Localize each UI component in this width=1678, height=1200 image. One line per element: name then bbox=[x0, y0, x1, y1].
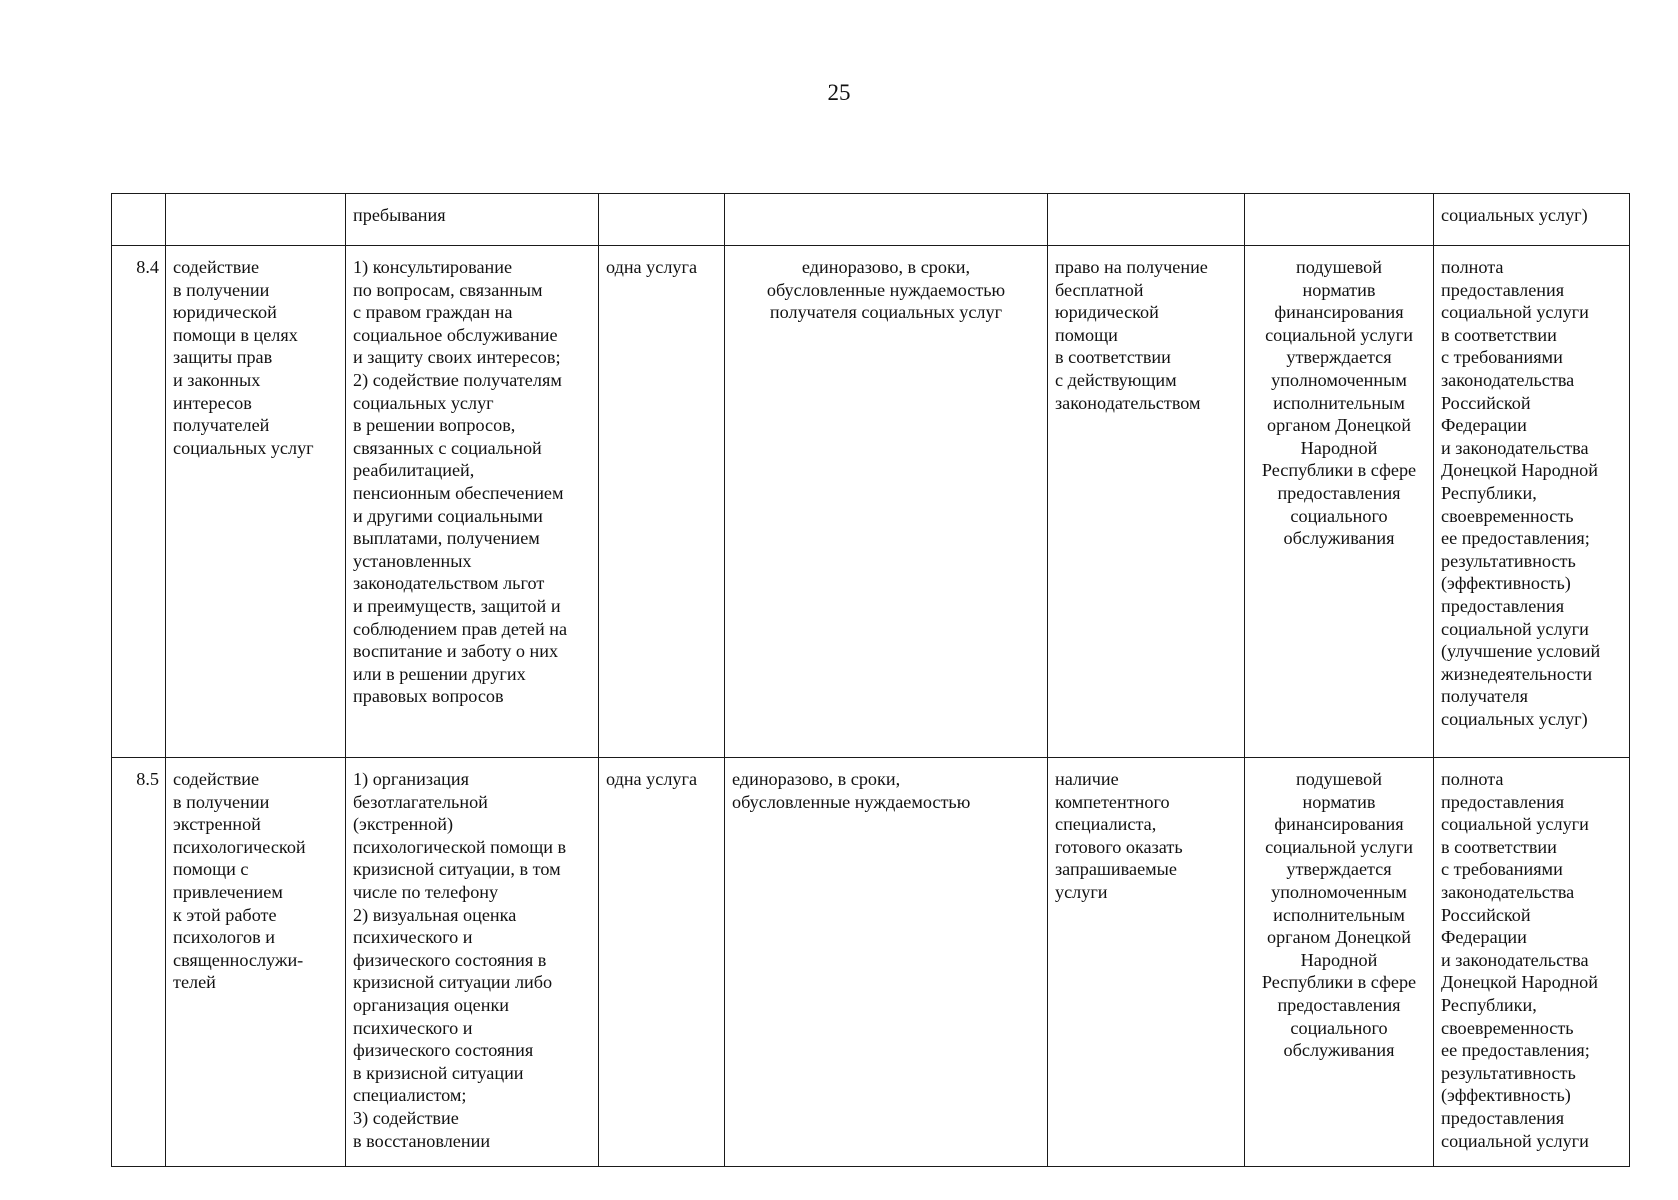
term-cell bbox=[725, 246, 1048, 758]
cell-text-line: обслуживания bbox=[1283, 528, 1395, 549]
cell-text-line: и законных bbox=[173, 369, 261, 390]
cell-text-line: правовых вопросов bbox=[353, 686, 504, 707]
cell-text-line: и другими социальными bbox=[353, 505, 543, 526]
cell-text-line: экстренной bbox=[173, 814, 261, 835]
cell-text-line: исполнительным bbox=[1273, 904, 1405, 925]
cell-text-line: органом Донецкой bbox=[1266, 415, 1412, 436]
cell-text-line: Республики, bbox=[1441, 994, 1537, 1015]
row-number: 8.5 bbox=[112, 758, 166, 1167]
cell-text-line: связанных с социальной bbox=[353, 437, 542, 458]
cell-text-line: право на получение bbox=[1055, 257, 1208, 277]
conditions-cell bbox=[1048, 246, 1245, 758]
cell-text-line: полнота bbox=[1441, 257, 1504, 277]
cell-text-line: законодательством льгот bbox=[353, 573, 545, 594]
term-cell bbox=[725, 758, 1048, 1167]
cell-text-line: с требованиями bbox=[1441, 347, 1563, 368]
cell-text-line: утверждается bbox=[1286, 859, 1392, 880]
cell-text-line: 1) консультирование bbox=[353, 257, 513, 277]
cell-text-line: социальной услуги bbox=[1265, 324, 1413, 345]
cell-text-line: Федерации bbox=[1441, 415, 1527, 436]
cell-text-line: социальное обслуживание bbox=[353, 324, 558, 345]
cell-text-line: кризисной ситуации, в том bbox=[353, 859, 561, 880]
cell-text-line: обусловленные нуждаемостью bbox=[766, 279, 1006, 300]
norm-cell bbox=[1245, 246, 1434, 758]
cell-text-line: ее предоставления; bbox=[1441, 528, 1590, 549]
cell-quality: социальных услуг) bbox=[1434, 194, 1630, 246]
cell-text-line: социальной услуги bbox=[1441, 1130, 1589, 1151]
cell-text-line: результативность bbox=[1441, 1062, 1576, 1083]
cell-text-line: социальной услуги bbox=[1441, 618, 1589, 639]
cell-text-line: Народной bbox=[1300, 437, 1378, 458]
cell-text-line: соблюдением прав детей на bbox=[353, 618, 568, 639]
cell-text-line: подушевой bbox=[1295, 769, 1383, 789]
cell-text-line: единоразово, в сроки, bbox=[801, 257, 971, 277]
cell-num bbox=[112, 194, 166, 246]
cell-text-line: интересов bbox=[173, 392, 252, 413]
cell-text-line: получателя социальных услуг bbox=[769, 302, 1003, 323]
cell-text-line: финансирования bbox=[1274, 814, 1404, 835]
cell-text-line: норматив bbox=[1302, 791, 1376, 812]
cell-text-line: психологической bbox=[173, 836, 306, 857]
cell-service bbox=[166, 194, 346, 246]
cell-text-line: телей bbox=[173, 972, 216, 993]
cell-content: пребывания bbox=[346, 194, 599, 246]
cell-text-line: единоразово, в сроки, bbox=[732, 769, 901, 789]
table-row-8-4 bbox=[112, 246, 1630, 758]
service-content-cell bbox=[346, 758, 599, 1167]
cell-text-line: социального bbox=[1290, 1017, 1388, 1038]
cell-text-line: по вопросам, связанным bbox=[353, 279, 543, 300]
cell-text-line: священнослужи- bbox=[173, 949, 304, 970]
row-number: 8.4 bbox=[112, 246, 166, 758]
cell-text-line: с правом граждан на bbox=[353, 302, 513, 323]
cell-text-line: социальной услуги bbox=[1441, 302, 1589, 323]
cell-text-line: с требованиями bbox=[1441, 859, 1563, 880]
cell-text-line: социальных услуг bbox=[353, 392, 494, 413]
cell-text-line: (эффективность) bbox=[1441, 573, 1571, 594]
cell-text-line: или в решении других bbox=[353, 663, 526, 684]
page-number: 25 bbox=[827, 80, 851, 105]
quality-cell bbox=[1434, 246, 1630, 758]
cell-text-line: и законодательства bbox=[1441, 949, 1589, 970]
cell-text-line: выплатами, получением bbox=[353, 528, 540, 549]
cell-text-line: предоставления bbox=[1441, 595, 1565, 616]
cell-text-line: в получении bbox=[173, 279, 270, 300]
cell-text-line: компетентного bbox=[1055, 791, 1170, 812]
conditions-cell bbox=[1048, 758, 1245, 1167]
cell-text-line: норматив bbox=[1302, 279, 1376, 300]
cell-text-line: к этой работе bbox=[173, 904, 277, 925]
cell-text-line: утверждается bbox=[1286, 347, 1392, 368]
cell-text-line: физического состояния bbox=[353, 1040, 534, 1061]
cell-text-line: и законодательства bbox=[1441, 437, 1589, 458]
cell-text-line: организация оценки bbox=[353, 994, 510, 1015]
cell-text-line: ее предоставления; bbox=[1441, 1040, 1590, 1061]
cell-text-line: подушевой bbox=[1295, 257, 1383, 277]
cell-text-line: в кризисной ситуации bbox=[353, 1062, 524, 1083]
cell-text-line: наличие bbox=[1055, 769, 1119, 789]
cell-text-line: своевременность bbox=[1441, 1017, 1574, 1038]
volume-cell: одна услуга bbox=[599, 246, 725, 758]
cell-text-line: в соответствии bbox=[1055, 347, 1171, 368]
norm-cell bbox=[1245, 758, 1434, 1167]
cell-text-line: органом Донецкой bbox=[1266, 927, 1412, 948]
cell-text-line: Федерации bbox=[1441, 927, 1527, 948]
cell-text-line: обслуживания bbox=[1283, 1040, 1395, 1061]
cell-text-line: предоставления bbox=[1277, 482, 1401, 503]
cell-text-line: (эффективность) bbox=[1441, 1085, 1571, 1106]
cell-text-line: числе по телефону bbox=[353, 881, 499, 902]
cell-text-line: привлечением bbox=[173, 881, 283, 902]
cell-text-line: Российской bbox=[1441, 392, 1531, 413]
cell-text-line: уполномоченным bbox=[1271, 369, 1407, 390]
cell-text-line: и преимуществ, защитой и bbox=[353, 595, 561, 616]
cell-text-line: содействие bbox=[173, 257, 260, 277]
cell-conditions bbox=[1048, 194, 1245, 246]
cell-text-line: социальной услуги bbox=[1265, 836, 1413, 857]
volume-cell: одна услуга bbox=[599, 758, 725, 1167]
cell-text-line: реабилитацией, bbox=[353, 460, 475, 481]
cell-text-line: финансирования bbox=[1274, 302, 1404, 323]
cell-text-line: уполномоченным bbox=[1271, 881, 1407, 902]
cell-text-line: и защиту своих интересов; bbox=[353, 347, 561, 368]
cell-text-line: психологической помощи в bbox=[353, 836, 567, 857]
service-name-cell bbox=[166, 758, 346, 1167]
cell-text-line: психического и bbox=[353, 1017, 473, 1038]
cell-text-line: исполнительным bbox=[1273, 392, 1405, 413]
cell-text-line: социальной услуги bbox=[1441, 814, 1589, 835]
cell-text-line: безотлагательной bbox=[353, 791, 488, 812]
cell-text-line: 3) содействие bbox=[353, 1107, 459, 1128]
cell-text-line: в получении bbox=[173, 791, 270, 812]
cell-text-line: предоставления bbox=[1441, 1107, 1565, 1128]
cell-text-line: предоставления bbox=[1441, 791, 1565, 812]
cell-text-line: помощи в целях bbox=[173, 324, 298, 345]
cell-text-line: юридической bbox=[1055, 302, 1159, 323]
cell-text-line: законодательством bbox=[1055, 392, 1201, 413]
cell-text-line: установленных bbox=[353, 550, 472, 571]
cell-text-line: защиты прав bbox=[173, 347, 273, 368]
cell-text-line: предоставления bbox=[1441, 279, 1565, 300]
cell-text-line: специалистом; bbox=[353, 1085, 467, 1106]
cell-text-line: Республики, bbox=[1441, 482, 1537, 503]
cell-text-line: (улучшение условий bbox=[1441, 641, 1601, 662]
cell-text-line: воспитание и заботу о них bbox=[353, 641, 559, 662]
cell-norm bbox=[1245, 194, 1434, 246]
cell-text-line: социальных услуг) bbox=[1441, 708, 1588, 729]
cell-text-line: Российской bbox=[1441, 904, 1531, 925]
cell-text-line: Народной bbox=[1300, 949, 1378, 970]
cell-text-line: обусловленные нуждаемостью bbox=[732, 791, 971, 812]
cell-text-line: в восстановлении bbox=[353, 1130, 491, 1151]
table-row-8-5 bbox=[112, 758, 1630, 1167]
cell-text-line: результативность bbox=[1441, 550, 1576, 571]
cell-text-line: помощи bbox=[1055, 324, 1118, 345]
cell-text-line: социального bbox=[1290, 505, 1388, 526]
cell-text-line: получателей bbox=[173, 415, 270, 436]
cell-text-line: (экстренной) bbox=[353, 814, 454, 835]
cell-text-line: полнота bbox=[1441, 769, 1504, 789]
cell-text-line: Республики в сфере bbox=[1261, 972, 1417, 993]
cell-text-line: помощи с bbox=[173, 859, 249, 880]
cell-text-line: психологов и bbox=[173, 927, 275, 948]
cell-text-line: услуги bbox=[1055, 881, 1108, 902]
cell-text-line: в соответствии bbox=[1441, 836, 1557, 857]
cell-text-line: с действующим bbox=[1055, 369, 1177, 390]
cell-text-line: Донецкой Народной bbox=[1441, 460, 1599, 481]
cell-text-line: содействие bbox=[173, 769, 260, 789]
cell-text-line: в решении вопросов, bbox=[353, 415, 516, 436]
service-content-cell bbox=[346, 246, 599, 758]
cell-text-line: 2) визуальная оценка bbox=[353, 904, 517, 925]
cell-text-line: предоставления bbox=[1277, 994, 1401, 1015]
cell-text-line: Донецкой Народной bbox=[1441, 972, 1599, 993]
cell-text-line: жизнедеятельности bbox=[1441, 663, 1593, 684]
cell-volume bbox=[599, 194, 725, 246]
cell-text-line: законодательства bbox=[1441, 369, 1575, 390]
cell-term bbox=[725, 194, 1048, 246]
cell-text-line: психического и bbox=[353, 927, 473, 948]
cell-text-line: физического состояния в bbox=[353, 949, 547, 970]
cell-text-line: своевременность bbox=[1441, 505, 1574, 526]
cell-text-line: в соответствии bbox=[1441, 324, 1557, 345]
service-name-cell bbox=[166, 246, 346, 758]
cell-text-line: бесплатной bbox=[1055, 279, 1144, 300]
cell-text-line: получателя bbox=[1441, 686, 1528, 707]
quality-cell bbox=[1434, 758, 1630, 1167]
cell-text-line: 1) организация bbox=[353, 769, 469, 789]
cell-text-line: пенсионным обеспечением bbox=[353, 482, 564, 503]
services-table bbox=[111, 193, 1630, 1167]
cell-text-line: запрашиваемые bbox=[1055, 859, 1177, 880]
continuation-row bbox=[112, 194, 1630, 246]
cell-text-line: кризисной ситуации либо bbox=[353, 972, 553, 993]
cell-text-line: готового оказать bbox=[1055, 836, 1183, 857]
cell-text-line: специалиста, bbox=[1055, 814, 1157, 835]
cell-text-line: 2) содействие получателям bbox=[353, 369, 562, 390]
cell-text-line: социальных услуг bbox=[173, 437, 314, 458]
cell-text-line: законодательства bbox=[1441, 881, 1575, 902]
cell-text-line: юридической bbox=[173, 302, 277, 323]
cell-text-line: Республики в сфере bbox=[1261, 460, 1417, 481]
